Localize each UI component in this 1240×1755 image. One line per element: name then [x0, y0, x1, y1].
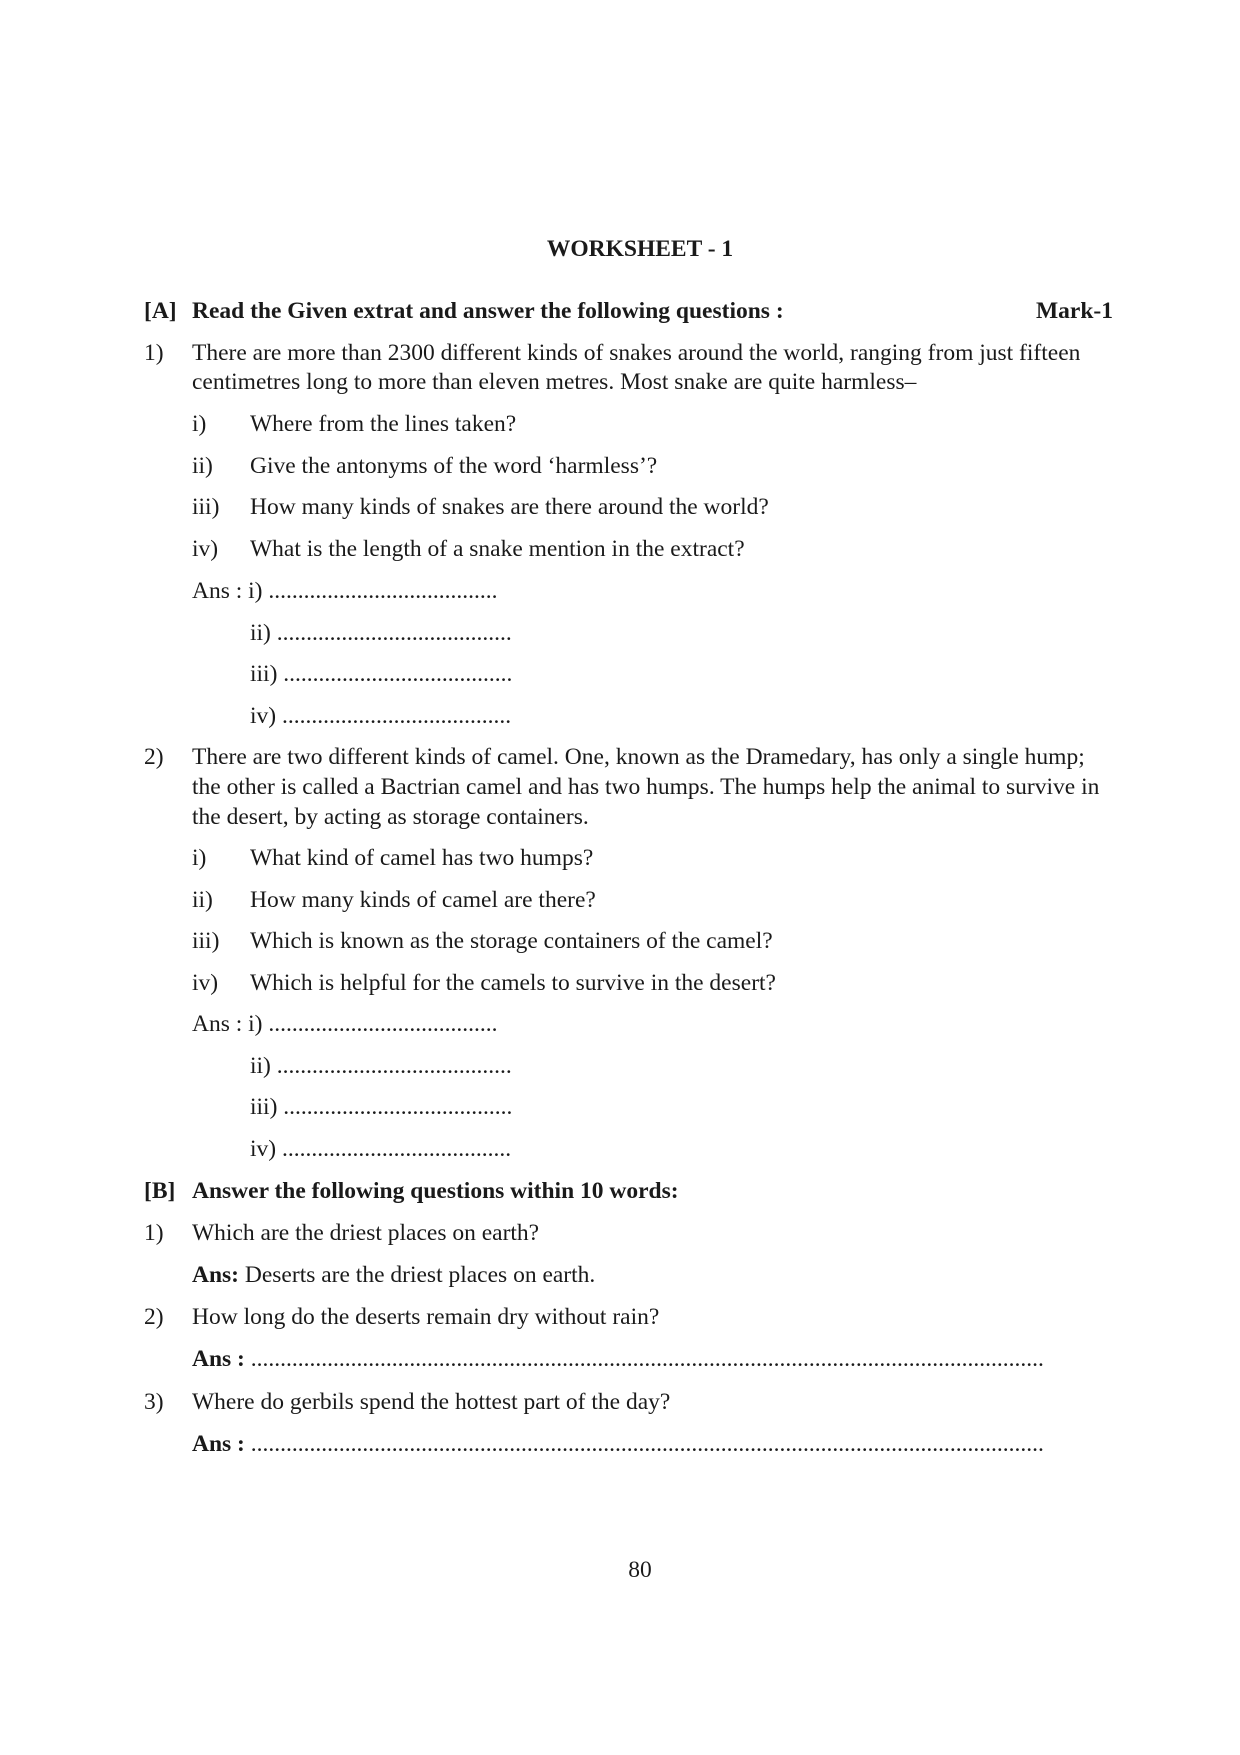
q2-sub-question: Which is known as the storage containers of the camel? [250, 928, 773, 954]
q2-answer-line: iv) ....................................... [250, 1136, 512, 1162]
b-question-number: 1) [144, 1220, 164, 1246]
b-question-text: Where do gerbils spend the hottest part of the day? [192, 1389, 671, 1415]
mark-label: Mark-1 [1036, 298, 1114, 324]
b-answer-blank: ....................................................................................................................................... [244, 1431, 1044, 1457]
b-answer-blank: ....................................................................................................................................... [244, 1346, 1044, 1372]
q2-sub-question: How many kinds of camel are there? [250, 887, 596, 913]
b-answer-label: Ans : [192, 1431, 245, 1457]
q1-answer-line: Ans : i) ....................................... [192, 578, 498, 604]
q1-sub-number: i) [192, 411, 207, 437]
q2-sub-number: ii) [192, 887, 213, 913]
q2-extract-line: the other is called a Bactrian camel and has two humps. The humps help the animal to survive in [192, 774, 1100, 800]
q2-sub-question: Which is helpful for the camels to survive in the desert? [250, 970, 776, 996]
b-question-number: 3) [144, 1389, 164, 1415]
section-a-heading: Read the Given extrat and answer the following questions : [192, 298, 784, 324]
q2-extract-line: There are two different kinds of camel. One, known as the Dramedary, has only a single hump; [192, 744, 1085, 770]
b-question-number: 2) [144, 1304, 164, 1330]
q2-sub-number: iii) [192, 928, 220, 954]
q1-sub-question: Where from the lines taken? [250, 411, 517, 437]
b-answer-label: Ans: [192, 1262, 240, 1288]
section-b-label: [B] [144, 1178, 176, 1204]
q1-answer-line: iv) ....................................... [250, 703, 512, 729]
q2-answer-line: iii) ....................................... [250, 1094, 513, 1120]
section-a-label: [A] [144, 298, 177, 324]
q1-answer-line: ii) ........................................ [250, 620, 512, 646]
q1-extract-line: There are more than 2300 different kinds of snakes around the world, ranging from just fifteen [192, 340, 1081, 366]
q1-answer-line: iii) ....................................... [250, 661, 513, 687]
q1-sub-question: Give the antonyms of the word ‘harmless’? [250, 453, 658, 479]
b-answer [192, 1260, 595, 1290]
q1-sub-number: iv) [192, 536, 219, 562]
b-answer [192, 1344, 1044, 1374]
b-question-text: Which are the driest places on earth? [192, 1220, 540, 1246]
q2-number: 2) [144, 744, 164, 770]
q2-answer-line: Ans : i) ....................................... [192, 1011, 498, 1037]
q2-extract-line: the desert, by acting as storage containers. [192, 804, 589, 830]
q1-sub-number: iii) [192, 494, 220, 520]
b-answer-text: Deserts are the driest places on earth. [239, 1262, 596, 1288]
section-b-heading: Answer the following questions within 10 words: [192, 1178, 679, 1204]
b-answer [192, 1429, 1044, 1459]
q1-extract-line: centimetres long to more than eleven metres. Most snake are quite harmless– [192, 369, 917, 395]
q1-sub-question: What is the length of a snake mention in the extract? [250, 536, 745, 562]
q1-sub-number: ii) [192, 453, 213, 479]
q1-sub-question: How many kinds of snakes are there around the world? [250, 494, 769, 520]
page-number: 80 [628, 1557, 652, 1583]
b-answer-label: Ans : [192, 1346, 245, 1372]
b-question-text: How long do the deserts remain dry without rain? [192, 1304, 660, 1330]
q2-sub-question: What kind of camel has two humps? [250, 845, 594, 871]
worksheet-title: WORKSHEET - 1 [546, 236, 734, 262]
q2-sub-number: iv) [192, 970, 219, 996]
q2-answer-line: ii) ........................................ [250, 1053, 512, 1079]
q2-sub-number: i) [192, 845, 207, 871]
q1-number: 1) [144, 340, 164, 366]
